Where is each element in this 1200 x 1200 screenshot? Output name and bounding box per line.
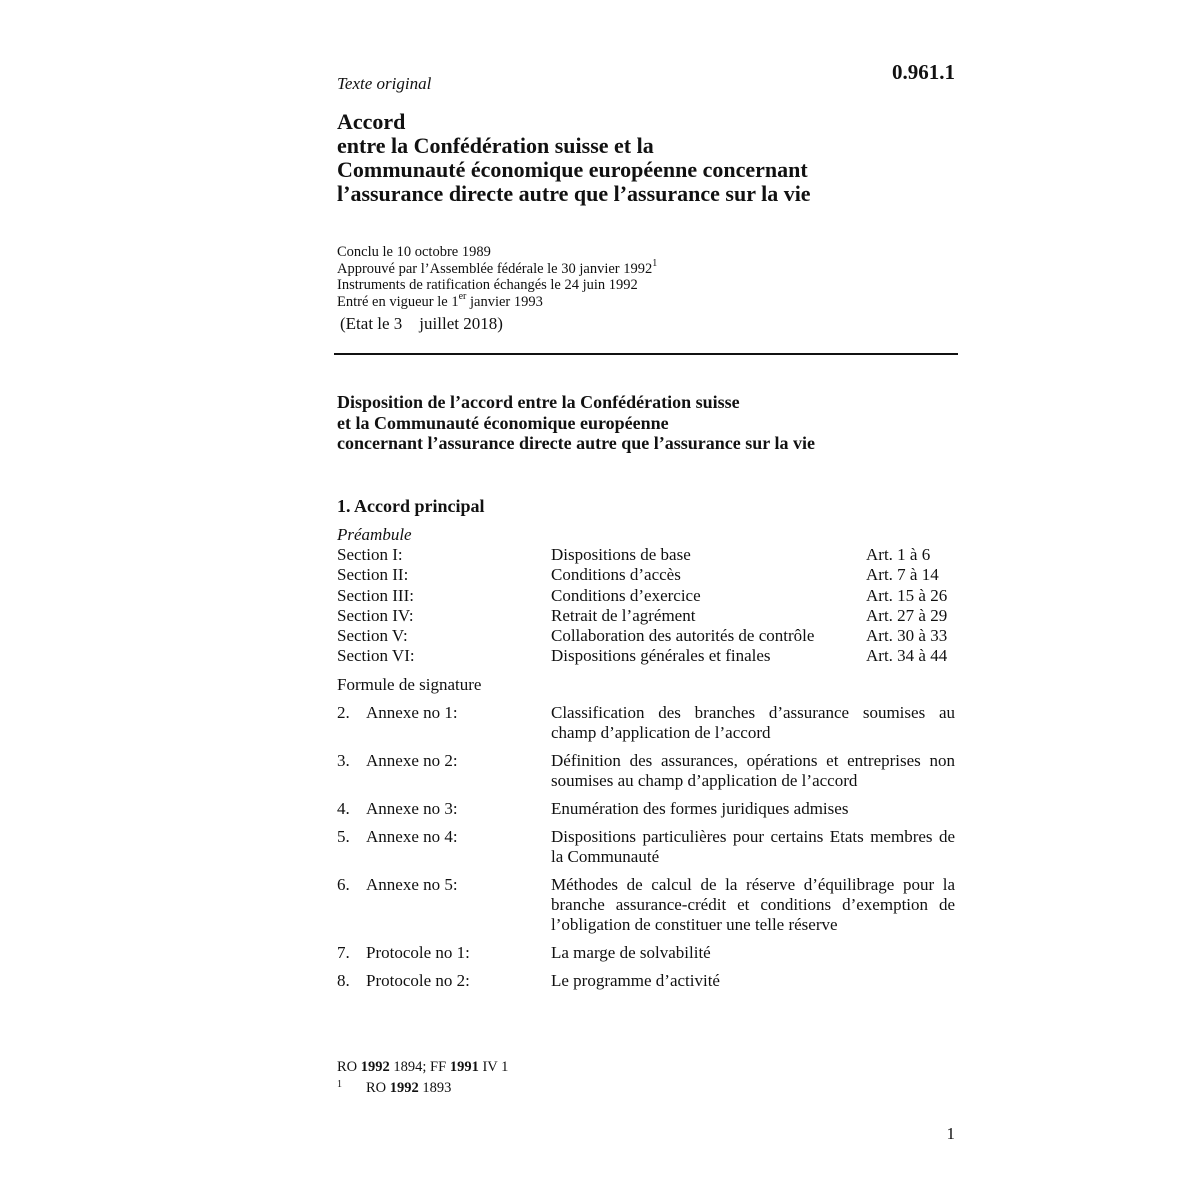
annex-description: Classification des branches d’assurance soumises au champ d’application de l’accord — [551, 703, 955, 742]
section-label: Section V: — [337, 626, 408, 646]
title-line: Accord — [337, 109, 406, 134]
annex-number: 2. — [337, 703, 350, 722]
annex-row — [337, 799, 957, 819]
annex-description: Dispositions particulières pour certains Etats membres de la Communauté — [551, 827, 955, 866]
signature-formula: Formule de signature — [337, 675, 482, 694]
section-articles: Art. 27 à 29 — [866, 605, 948, 625]
section-label: Section III: — [337, 585, 414, 605]
section-row — [337, 606, 957, 626]
disposition-heading — [337, 392, 815, 454]
annex-number: 3. — [337, 751, 350, 770]
main-agreement-heading: 1. Accord principal — [337, 496, 485, 516]
original-text-label: Texte original — [337, 74, 432, 93]
page-number: 1 — [946, 1124, 955, 1143]
section-row — [337, 626, 957, 646]
annex-label: Protocole no 1: — [366, 943, 470, 962]
section-row — [337, 646, 957, 666]
publication-reference: RO 1992 1894; FF 1991 IV 1 — [337, 1059, 509, 1075]
annex-description: Enumération des formes juridiques admises — [551, 799, 849, 818]
footnote-marker: 1 — [652, 257, 658, 269]
section-articles: Art. 34 à 44 — [866, 646, 948, 666]
annex-number: 5. — [337, 827, 350, 846]
document-number: 0.961.1 — [892, 60, 955, 84]
approval-date: Approuvé par l’Assemblée fédérale le 30 janvier 1992$^1$ — [337, 257, 658, 277]
annex-number: 4. — [337, 799, 350, 818]
section-title: Conditions d’exercice — [551, 585, 701, 605]
section-articles: Art. 7 à 14 — [866, 565, 939, 585]
section-label: Section IV: — [337, 605, 414, 625]
agreement-metadata — [337, 244, 657, 310]
sections-table — [337, 545, 957, 667]
annex-row — [337, 827, 957, 867]
annex-description: Le programme d’activité — [551, 971, 720, 990]
annex-row — [337, 751, 957, 791]
annex-number: 6. — [337, 875, 350, 894]
annex-label: Annexe no 1: — [366, 703, 458, 722]
section-title: Collaboration des autorités de contrôle — [551, 626, 815, 646]
concluded-date: Conclu le 10 octobre 1989 — [337, 244, 491, 260]
section-articles: Art. 30 à 33 — [866, 626, 948, 646]
title-line: Communauté économique européenne concernant — [337, 157, 808, 182]
agreement-title — [337, 110, 811, 206]
section-label: Section VI: — [337, 646, 415, 666]
annex-row — [337, 943, 957, 963]
disposition-line: et la Communauté économique européenne — [337, 412, 669, 433]
annex-label: Annexe no 4: — [366, 827, 458, 846]
section-title: Retrait de l’agrément — [551, 605, 696, 625]
section-title: Conditions d’accès — [551, 565, 681, 585]
annex-number: 7. — [337, 943, 350, 962]
annex-description: Méthodes de calcul de la réserve d’équilibrage pour la branche assurance-crédit et conditions d’exemption de l’obligation de constituer une telle réserve — [551, 875, 955, 934]
footnote-marker: 1 — [337, 1079, 342, 1090]
annex-number: 8. — [337, 971, 350, 990]
section-articles: Art. 1 à 6 — [866, 545, 931, 564]
annex-row — [337, 971, 957, 991]
section-label: Section I: — [337, 545, 403, 564]
section-articles: Art. 15 à 26 — [866, 585, 948, 605]
title-line: l’assurance directe autre que l’assurance sur la vie — [337, 181, 811, 206]
annex-label: Annexe no 3: — [366, 799, 458, 818]
state-date: (Etat le 3 juillet 2018) — [340, 314, 503, 333]
annex-row — [337, 703, 957, 743]
section-title: Dispositions générales et finales — [551, 646, 771, 666]
section-row — [337, 545, 957, 565]
entry-into-force: Entré en vigueur le 1er janvier 1993 — [337, 290, 543, 310]
annex-description: Définition des assurances, opérations et entreprises non soumises au champ d’application de l’accord — [551, 751, 955, 790]
annex-label: Annexe no 2: — [366, 751, 458, 770]
preamble-label: Préambule — [337, 525, 412, 544]
ratification-date: Instruments de ratification échangés le 24 juin 1992 — [337, 277, 638, 293]
annex-description: La marge de solvabilité — [551, 943, 711, 962]
section-title: Dispositions de base — [551, 545, 691, 564]
section-row — [337, 586, 957, 606]
annex-label: Annexe no 5: — [366, 875, 458, 894]
annexes-list — [337, 703, 957, 999]
annex-row — [337, 875, 957, 935]
disposition-line: Disposition de l’accord entre la Confédération suisse — [337, 392, 740, 412]
annex-label: Protocole no 2: — [366, 971, 470, 990]
section-label: Section II: — [337, 565, 409, 585]
footnote-1: $^1$ RO 1992 1893 — [337, 1079, 452, 1096]
horizontal-divider — [334, 353, 958, 355]
disposition-line: concernant l’assurance directe autre que l’assurance sur la vie — [337, 433, 815, 453]
section-row — [337, 565, 957, 585]
title-line: entre la Confédération suisse et la — [337, 133, 654, 158]
